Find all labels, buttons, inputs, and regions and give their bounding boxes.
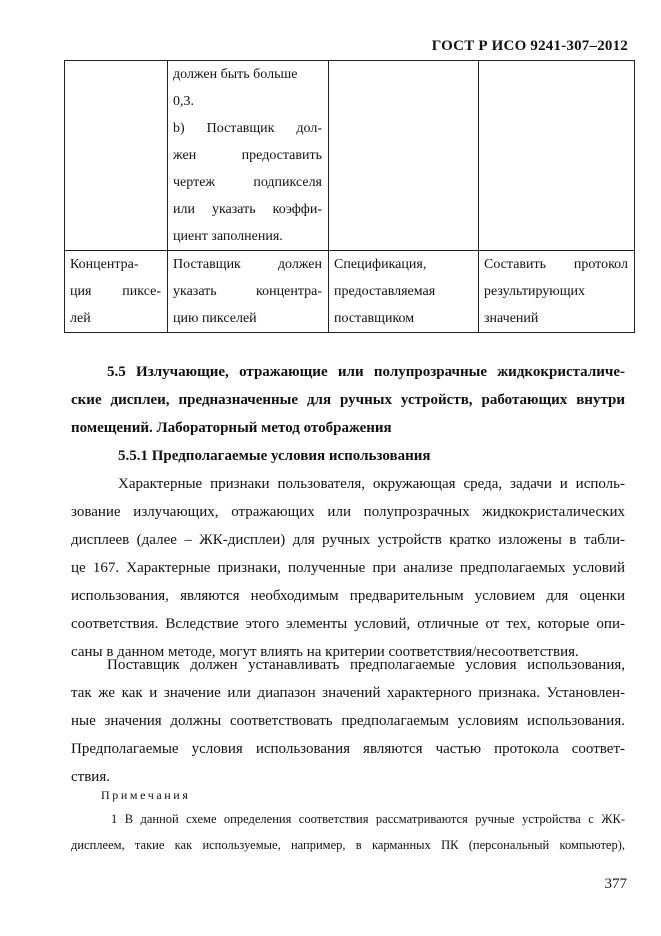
cell-line: должен быть больше: [173, 67, 298, 82]
cell-line: жен предоставить: [173, 148, 322, 163]
cell-line: указать концентра-: [173, 284, 322, 299]
cell-line: чертеж подпикселя: [173, 175, 322, 190]
cell-line: Концентра-: [70, 257, 139, 272]
heading-line: помещений. Лабораторный метод отображения: [71, 420, 392, 436]
paragraph-line: це 167. Характерные признаки, полученные при анализе предполагаемых условий: [71, 560, 625, 576]
paragraph-line: Характерные признаки пользователя, окружающая среда, задачи и исполь-: [118, 476, 625, 492]
table-cell: [65, 251, 168, 333]
cell-line: Спецификация,: [334, 257, 427, 272]
cell-line: цию пикселей: [173, 311, 257, 326]
paragraph-line: Поставщик должен устанавливать предполагаемые условия использования,: [107, 657, 625, 673]
paragraph-line: Предполагаемые условия использования являются частью протокола соответ-: [71, 741, 625, 757]
paragraph-line: дисплеев (далее – ЖК-дисплеи) для ручных устройств кратко изложены в табли-: [71, 532, 625, 548]
page-number: 377: [604, 876, 627, 892]
table-row: [65, 61, 635, 251]
paragraph-line: использования, являются необходимым предварительным условием для оценки: [71, 588, 625, 604]
cell-line: лей: [70, 311, 91, 326]
cell-line: Поставщик должен: [173, 257, 322, 272]
cell-line: ция пиксе-: [70, 284, 161, 299]
table-cell: [329, 251, 479, 333]
paragraph-1: [71, 470, 625, 666]
cell-line: предоставляемая: [334, 284, 436, 299]
subsection-heading: [71, 442, 625, 470]
table-cell: [479, 61, 635, 251]
paragraph-line: так же как и значение или диапазон значений характерного признака. Установлен-: [71, 685, 625, 701]
paragraph-line: саны в данном методе, могут влиять на критерии соответствия/несоответствия.: [71, 644, 579, 660]
cell-line: b) Поставщик дол-: [173, 121, 322, 136]
paragraph-line: ные значения должны соответствовать предполагаемым условиям использования.: [71, 713, 625, 729]
table-cell: [65, 61, 168, 251]
notes-title: Примечания: [101, 788, 191, 802]
table-cell: [168, 251, 329, 333]
table-cell: [168, 61, 329, 251]
paragraph-2: [71, 651, 625, 791]
document-header: ГОСТ Р ИСО 9241-307–2012: [431, 38, 628, 54]
note-line: дисплеем, такие как используемые, например, в карманных ПК (персональный компьютер),: [71, 838, 625, 852]
cell-line: циент заполнения.: [173, 229, 283, 244]
subheading-line: 5.5.1 Предполагаемые условия использования: [118, 448, 431, 464]
section-heading: [71, 358, 625, 442]
table-row: [65, 251, 635, 333]
cell-line: поставщиком: [334, 311, 415, 326]
requirements-table: [64, 60, 635, 333]
paragraph-line: соответствия. Вследствие этого элементы условий, отличные от тех, которые опи-: [71, 616, 625, 632]
note-line: 1 В данной схеме определения соответствия рассматриваются ручные устройства с ЖК-: [111, 812, 625, 826]
cell-line: Составить протокол: [484, 257, 628, 272]
paragraph-line: ствия.: [71, 769, 110, 785]
cell-line: 0,3.: [173, 94, 194, 109]
table-cell: [479, 251, 635, 333]
cell-line: значений: [484, 311, 539, 326]
cell-line: или указать коэффи-: [173, 202, 322, 217]
table-cell: [329, 61, 479, 251]
paragraph-line: зование излучающих, отражающих или полупрозрачных жидкокристалических: [71, 504, 625, 520]
heading-line: ские дисплеи, предназначенные для ручных устройств, работающих внутри: [71, 392, 625, 408]
note-1: [71, 806, 625, 858]
heading-line: 5.5 Излучающие, отражающие или полупрозрачные жидкокристаличе-: [107, 364, 625, 380]
cell-line: результирующих: [484, 284, 586, 299]
